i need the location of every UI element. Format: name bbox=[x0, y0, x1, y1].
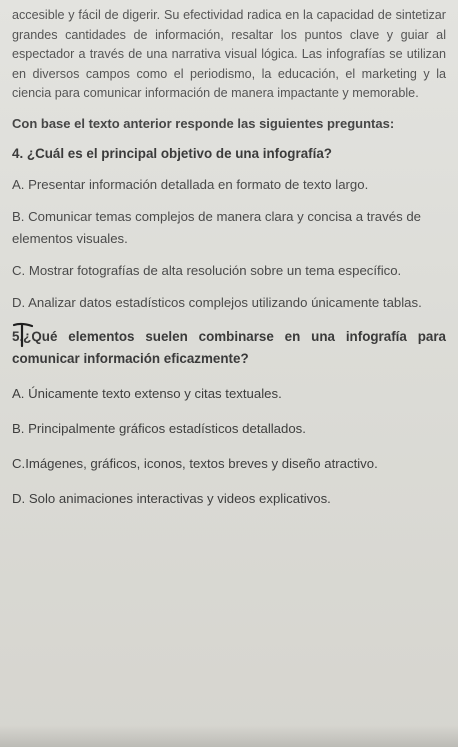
question-5 bbox=[12, 326, 446, 510]
photo-shadow bbox=[0, 725, 458, 747]
question-4 bbox=[12, 144, 446, 314]
question-5-option-d: D. Solo animaciones interactivas y videos explicativos. bbox=[12, 490, 331, 506]
answer-pen-mark-icon bbox=[12, 321, 34, 349]
question-4-option-c: C. Mostrar fotografías de alta resolución sobre un tema específico. bbox=[12, 262, 402, 278]
intro-paragraph: accesible y fácil de digerir. Su efectividad radica en la capacidad de sintetizar grandes cantidades de información, resaltar los puntos clave y guiar al espectador a través de una narrativa visual lógica. Las infografías se utilizan en diversos campos como el periodismo, la educación, el marketing y la ciencia para comunicar información de manera impactante y memorable. bbox=[12, 8, 446, 100]
question-4-text: 4. ¿Cuál es el principal objetivo de una infografía? bbox=[12, 145, 332, 161]
question-4-option-b: B. Comunicar temas complejos de manera clara y concisa a través de elementos visuales. bbox=[12, 208, 421, 246]
question-5-option-c: C.Imágenes, gráficos, iconos, textos breves y diseño atractivo. bbox=[12, 455, 378, 471]
question-5-option-a: A. Únicamente texto extenso y citas textuales. bbox=[12, 385, 282, 401]
instruction-text: Con base el texto anterior responde las siguientes preguntas: bbox=[12, 115, 395, 131]
question-5-text: 5.¿Qué elementos suelen combinarse en una infografía para comunicar información eficazmente? bbox=[12, 328, 446, 366]
question-5-option-b: B. Principalmente gráficos estadísticos detallados. bbox=[12, 420, 306, 436]
question-4-option-a: A. Presentar información detallada en formato de texto largo. bbox=[12, 176, 369, 192]
question-4-option-d: D. Analizar datos estadísticos complejos utilizando únicamente tablas. bbox=[12, 294, 422, 310]
